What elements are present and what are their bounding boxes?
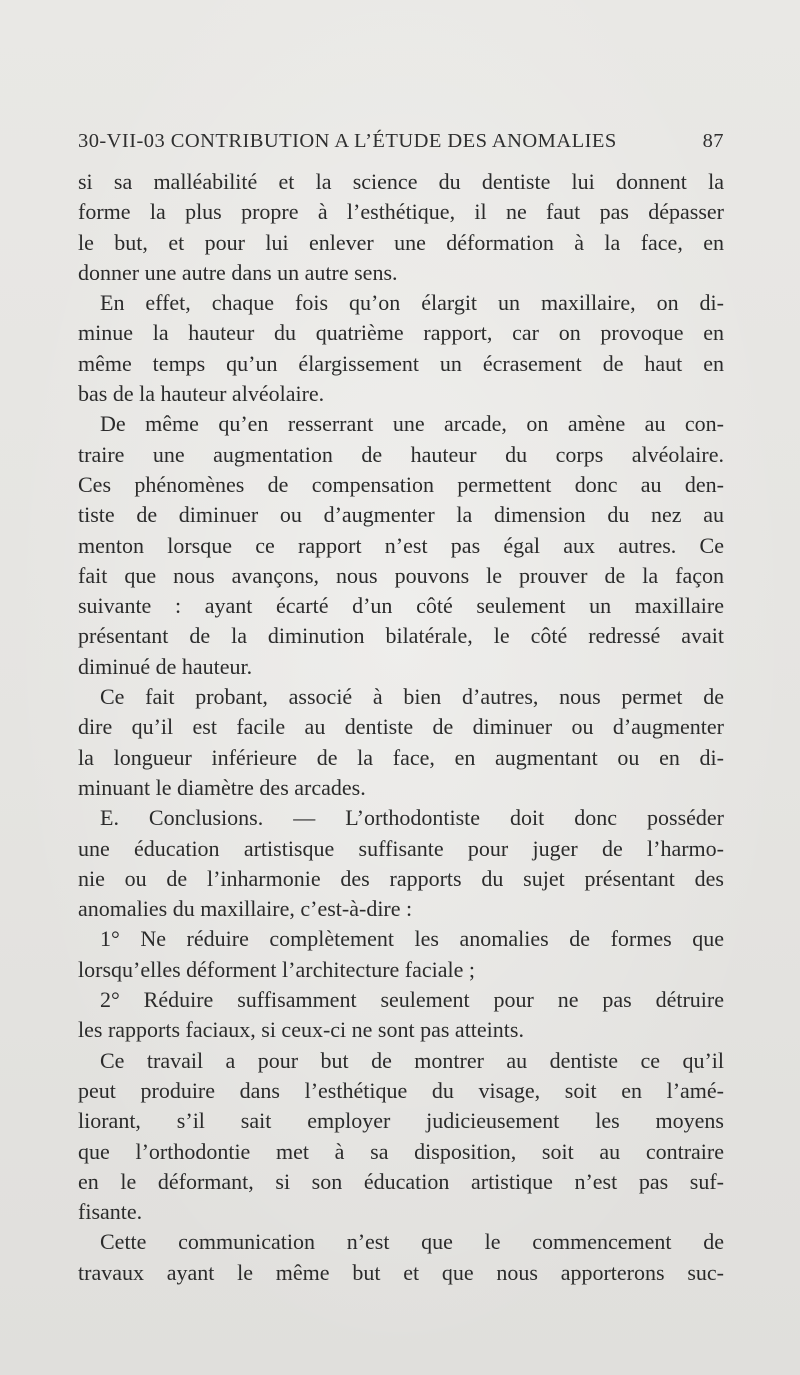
body-text bbox=[78, 167, 724, 1288]
text-line: travaux ayant le même but et que nous apporterons suc- bbox=[78, 1259, 724, 1285]
text-line: minue la hauteur du quatrième rapport, car on provoque en bbox=[78, 320, 724, 346]
text-line: une éducation artistisque suffisante pour juger de l’harmo- bbox=[78, 835, 724, 861]
text-line: dire qu’il est facile au dentiste de diminuer ou d’augmenter bbox=[78, 714, 724, 740]
text-line: bas de la hauteur alvéolaire. bbox=[78, 381, 325, 407]
text-line: peut produire dans l’esthétique du visage, soit en l’amé- bbox=[78, 1077, 724, 1103]
numbered-item-1: 1° Ne réduire complètement les anomalies de formes que bbox=[100, 926, 724, 952]
text-line: que l’orthodontie met à sa disposition, soit au contraire bbox=[78, 1138, 724, 1164]
text-line: Ce fait probant, associé à bien d’autres, nous permet de bbox=[100, 684, 724, 710]
text-line: donner une autre dans un autre sens. bbox=[78, 259, 398, 285]
text-line: nie ou de l’inharmonie des rapports du sujet présentant des bbox=[78, 865, 724, 891]
text-line: fisante. bbox=[78, 1199, 143, 1225]
text-line: Ce travail a pour but de montrer au dentiste ce qu’il bbox=[100, 1047, 724, 1073]
running-head bbox=[78, 124, 724, 158]
text-line: le but, et pour lui enlever une déformation à la face, en bbox=[78, 229, 724, 255]
text-line: Ces phénomènes de compensation permettent donc au den- bbox=[78, 471, 724, 497]
text-line: En effet, chaque fois qu’on élargit un maxillaire, on di- bbox=[100, 290, 724, 316]
page-number: 87 bbox=[702, 130, 724, 152]
text-line: même temps qu’un élargissement un écrasement de haut en bbox=[78, 350, 724, 376]
text-line: forme la plus propre à l’esthétique, il ne faut pas dépasser bbox=[78, 199, 724, 225]
text-line: les rapports faciaux, si ceux-ci ne sont pas atteints. bbox=[78, 1017, 524, 1043]
text-line: présentant de la diminution bilatérale, le côté redressé avait bbox=[78, 623, 724, 649]
running-head-title: 30-VII-03 CONTRIBUTION A L’ÉTUDE DES ANOMALIES bbox=[78, 130, 617, 152]
text-line: De même qu’en resserrant une arcade, on amène au con- bbox=[100, 411, 724, 437]
text-line: lorsqu’elles déforment l’architecture faciale ; bbox=[78, 956, 476, 982]
text-line: anomalies du maxillaire, c’est-à-dire : bbox=[78, 896, 413, 922]
text-line: en le déformant, si son éducation artistique n’est pas suf- bbox=[78, 1168, 724, 1194]
conclusions-line: E. Conclusions. — L’orthodontiste doit donc posséder bbox=[100, 805, 724, 831]
text-line: menton lorsque ce rapport n’est pas égal aux autres. Ce bbox=[78, 532, 724, 558]
text-line: Cette communication n’est que le commencement de bbox=[100, 1229, 724, 1255]
text-line: tiste de diminuer ou d’augmenter la dimension du nez au bbox=[78, 502, 724, 528]
text-line: fait que nous avançons, nous pouvons le prouver de la façon bbox=[78, 562, 724, 588]
text-line: suivante : ayant écarté d’un côté seulement un maxillaire bbox=[78, 593, 724, 619]
text-line: si sa malléabilité et la science du dentiste lui donnent la bbox=[78, 169, 724, 194]
text-line: liorant, s’il sait employer judicieusement les moyens bbox=[78, 1108, 724, 1134]
text-line: traire une augmentation de hauteur du corps alvéolaire. bbox=[78, 441, 724, 467]
text-line: diminué de hauteur. bbox=[78, 653, 253, 679]
text-line: la longueur inférieure de la face, en augmentant ou en di- bbox=[78, 744, 724, 770]
text-line: minuant le diamètre des arcades. bbox=[78, 774, 366, 800]
numbered-item-2: 2° Réduire suffisamment seulement pour ne pas détruire bbox=[100, 987, 724, 1013]
